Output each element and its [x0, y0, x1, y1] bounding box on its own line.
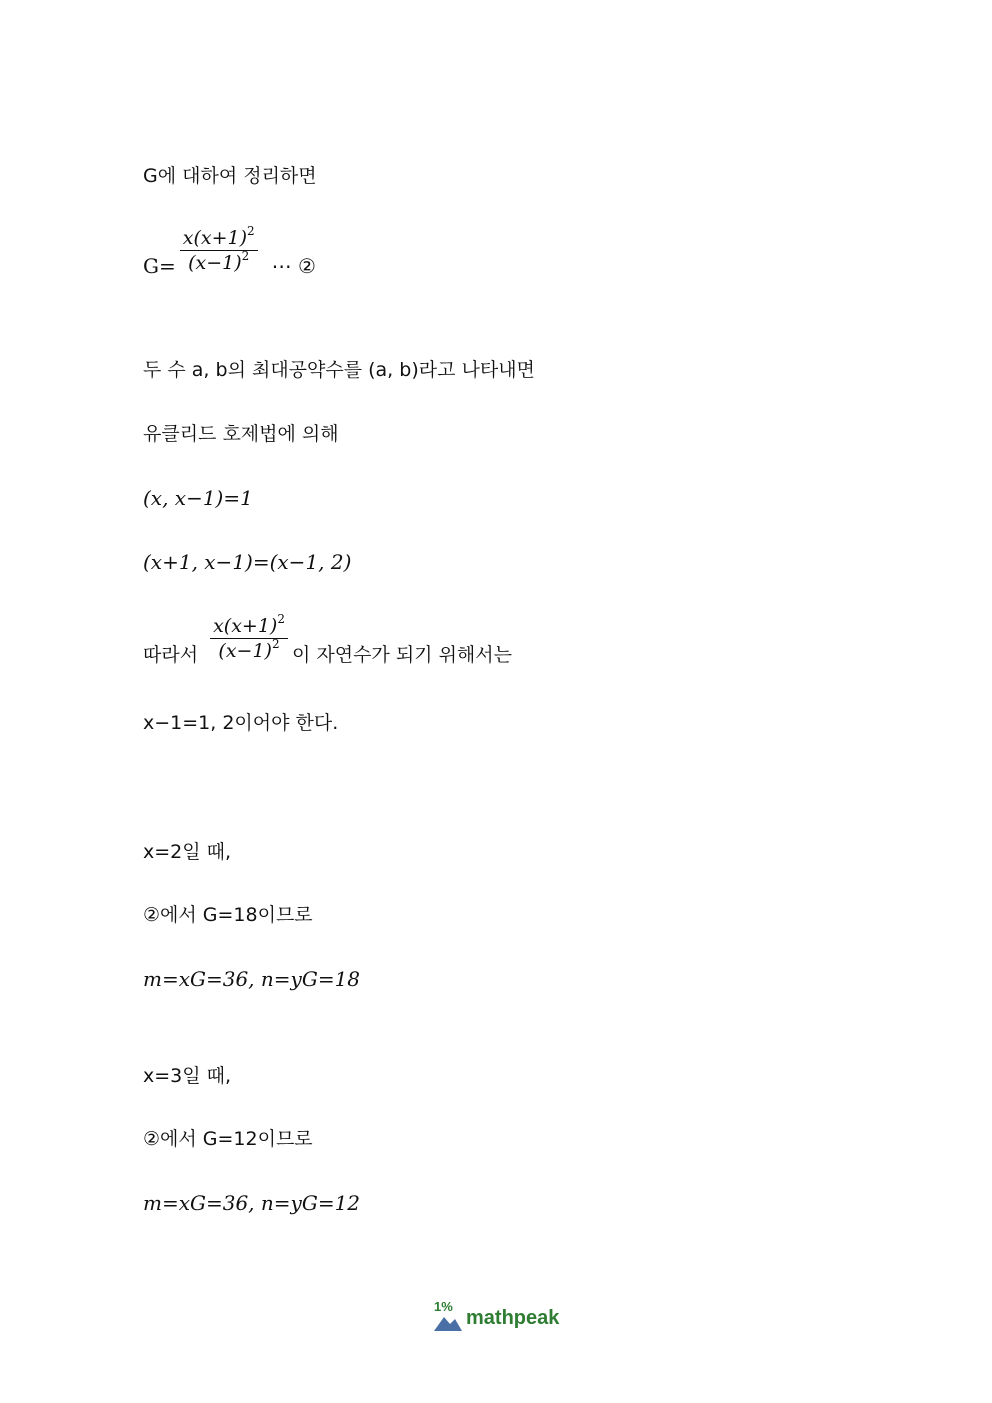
fraction-denominator: $(x-1)^2$ [210, 638, 288, 663]
fraction [180, 226, 258, 275]
text-line: x=3일 때, [143, 1065, 232, 1087]
text-line: G에 대하여 정리하면 [143, 165, 317, 187]
math-line: (x, x−1)=1 [143, 486, 253, 510]
fraction-numerator: $x(x+1)^2$ [182, 224, 255, 249]
text-line: 유클리드 호제법에 의해 [143, 423, 339, 445]
mountain-icon [434, 1317, 462, 1331]
math-line: m=xG=36, n=yG=12 [143, 1191, 361, 1215]
logo-name: mathpeak [466, 1307, 560, 1329]
fraction-denominator: $(x-1)^2$ [180, 250, 258, 275]
text-line: x=2일 때, [143, 841, 232, 863]
logo-percent: 1% [434, 1299, 453, 1314]
formula-g [143, 226, 316, 288]
text-line: 두 수 a, b의 최대공약수를 (a, b)라고 나타내면 [143, 359, 535, 381]
equation-tag: ⋯ ② [271, 254, 316, 278]
math-line: m=xG=36, n=yG=18 [143, 967, 361, 991]
equals-sign: = [158, 254, 176, 278]
text-fragment: 따라서 [143, 644, 199, 666]
text-line: ②에서 G=12이므로 [143, 1128, 313, 1150]
mathpeak-logo [434, 1297, 574, 1337]
fraction [210, 614, 288, 663]
text-line: x−1=1, 2이어야 한다. [143, 712, 339, 734]
text-fragment: 이 자연수가 되기 위해서는 [291, 644, 512, 666]
text-line-fraction [143, 614, 512, 674]
text-line: ②에서 G=18이므로 [143, 904, 313, 926]
math-line: (x+1, x−1)=(x−1, 2) [143, 550, 352, 574]
fraction-numerator: $x(x+1)^2$ [213, 612, 285, 637]
g-symbol: G [143, 254, 159, 278]
